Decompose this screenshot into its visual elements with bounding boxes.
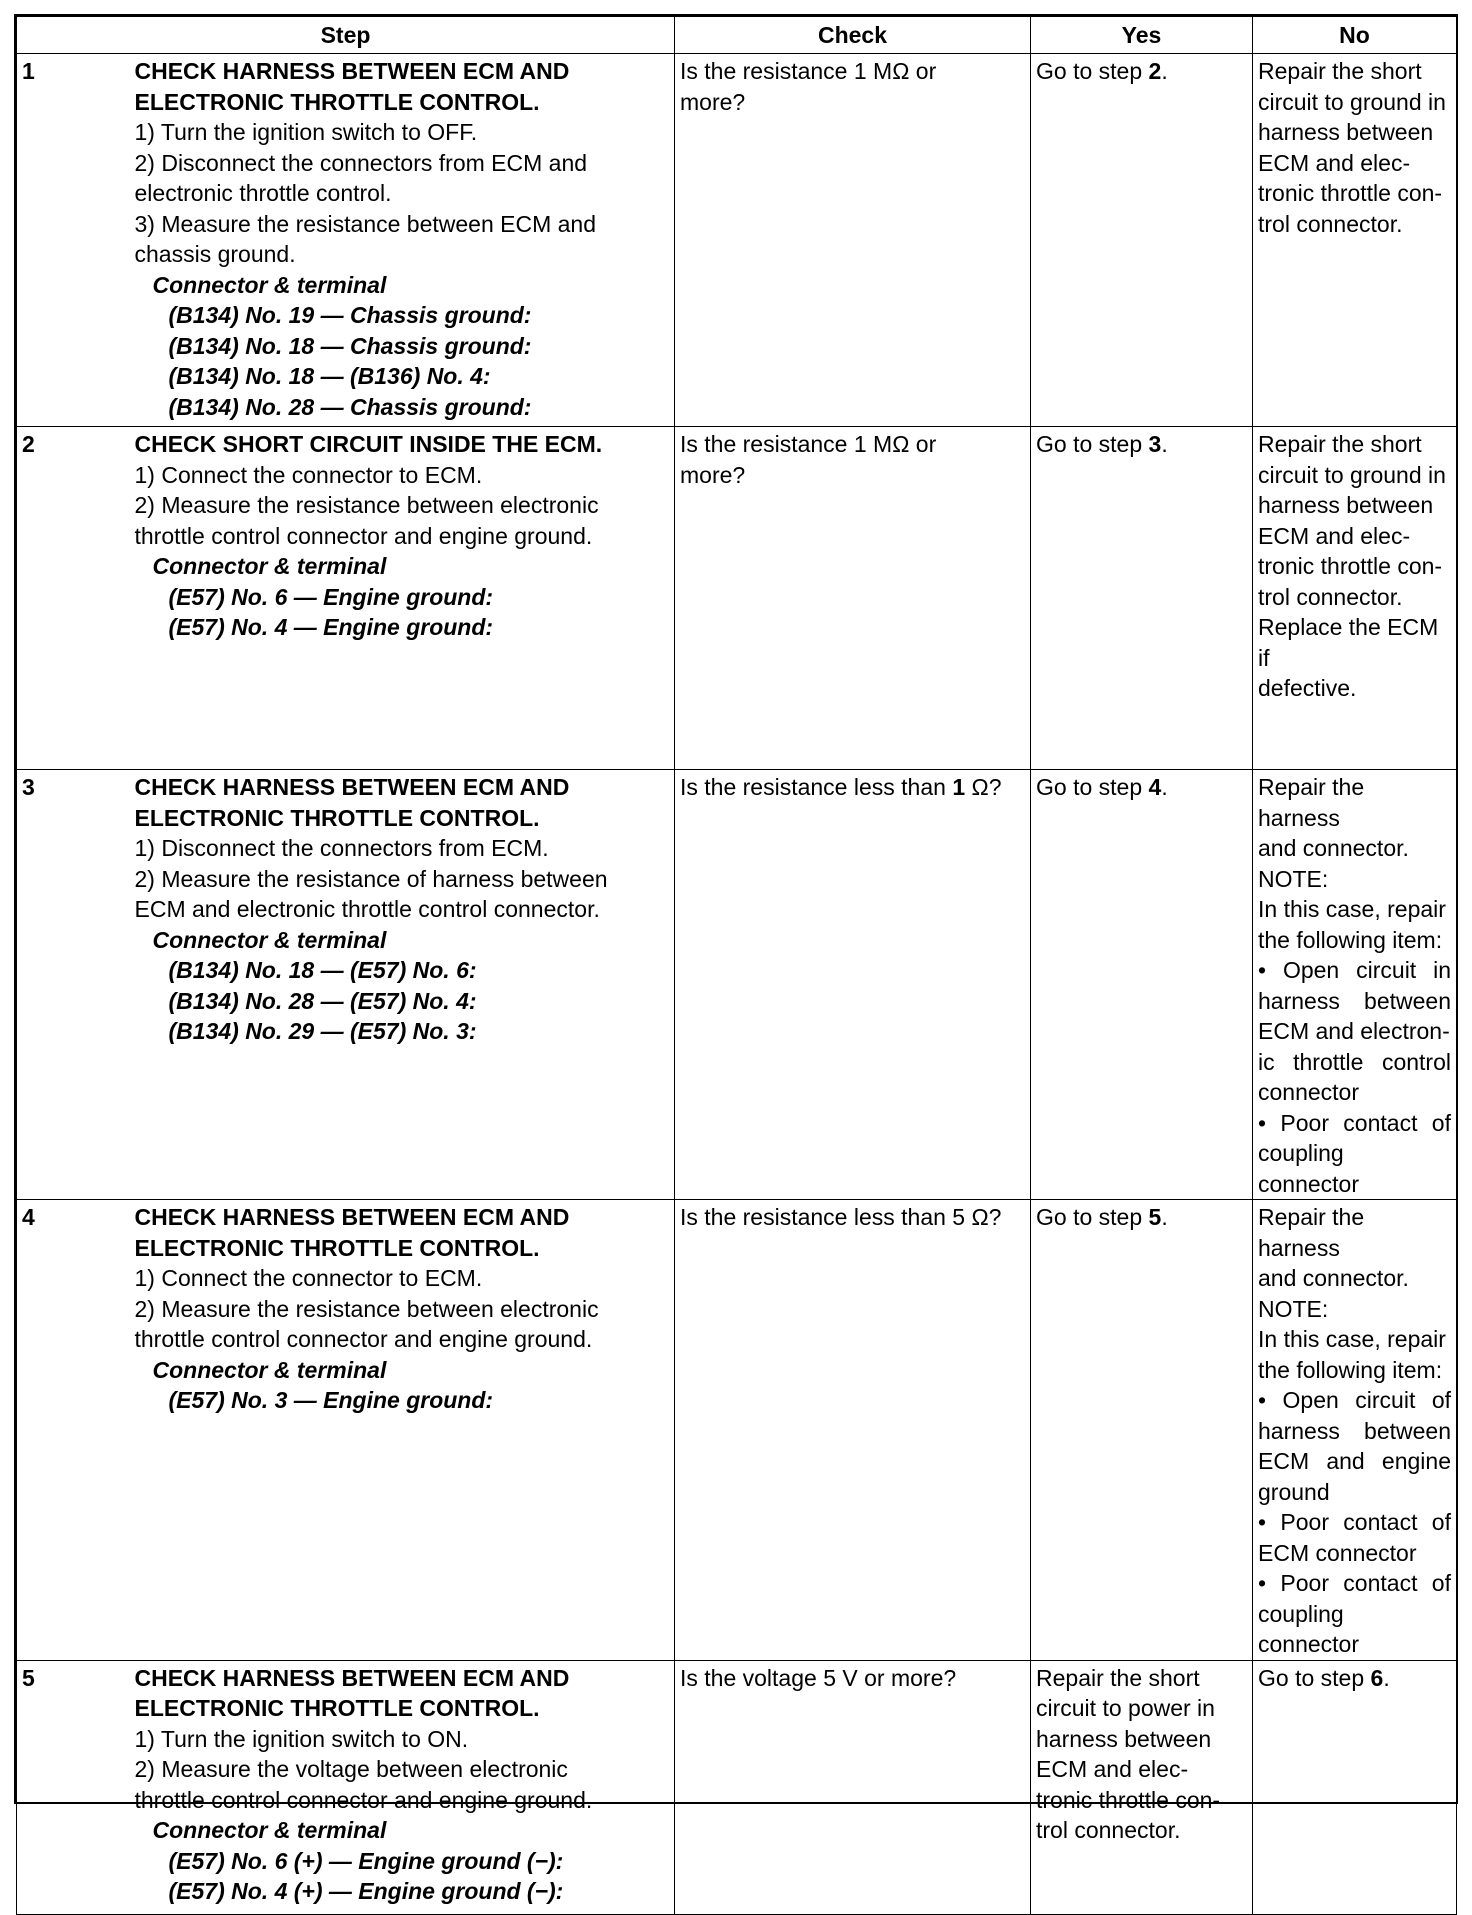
step-title: CHECK HARNESS BETWEEN ECM AND [134,58,570,84]
yes-text-end: . [1161,774,1168,800]
no-line: ECM and electron- [1258,1018,1450,1044]
check-value: 1 [952,774,966,800]
step-description [135,1200,675,1661]
yes-step-number: 4 [1148,774,1162,800]
step-line: 1) Connect the connector to ECM. [134,1265,483,1291]
table-row [17,1660,1457,1914]
no-line: Repair the harness [1258,774,1365,831]
check-cell [675,54,1031,427]
yes-line: harness between [1036,1725,1212,1752]
step-title: CHECK HARNESS BETWEEN ECM AND [134,1204,570,1230]
header-no: No [1253,17,1457,54]
step-title: ELECTRONIC THROTTLE CONTROL. [134,1695,540,1721]
step-line: 1) Disconnect the connectors from ECM. [134,835,549,861]
no-line: • Open circuit in [1258,957,1451,983]
no-line: trol connector. [1258,583,1403,610]
step-title: ELECTRONIC THROTTLE CONTROL. [134,1234,540,1261]
table-row [17,54,1457,427]
check-line: Is the resistance 1 MΩ or [680,58,937,84]
check-line: more? [680,461,746,488]
no-line: • Open circuit of [1258,1387,1451,1413]
terminal-spec: (E57) No. 6 — Engine ground: [168,583,494,610]
step-line: throttle control connector and engine ground. [134,1786,593,1813]
step-number: 2 [17,427,135,770]
yes-step-number: 3 [1148,431,1162,457]
no-line: coupling connector [1258,1140,1360,1197]
step-number: 5 [17,1660,135,1914]
connector-terminal-label: Connector & terminal [152,1356,387,1383]
step-number: 4 [17,1200,135,1661]
yes-step-number: 5 [1148,1204,1162,1230]
step-line: 2) Measure the resistance between electronic [134,492,599,518]
no-line: • Poor contact of [1258,1509,1451,1535]
step-line: ECM and electronic throttle control connector. [134,896,600,922]
no-line: the following item: [1258,1356,1443,1383]
no-line: Repair the harness [1258,1204,1365,1261]
yes-text-end: . [1161,58,1168,84]
step-line: electronic throttle control. [134,180,392,206]
no-line: harness between [1258,119,1434,145]
step-line: 1) Connect the connector to ECM. [134,461,483,488]
terminal-spec: (B134) No. 19 — Chassis ground: [168,302,532,328]
yes-line: ECM and elec- [1036,1756,1189,1782]
no-line: harness between [1258,987,1451,1014]
yes-line: circuit to power in [1036,1695,1215,1721]
yes-text: Go to step [1036,1204,1149,1230]
step-number: 1 [17,54,135,427]
check-line: Is the resistance less than 5 Ω? [680,1204,1002,1230]
no-line: ECM and engine [1258,1448,1451,1474]
no-line: coupling connector [1258,1600,1360,1657]
yes-cell [1031,54,1253,427]
check-cell [675,427,1031,770]
terminal-spec: (B134) No. 18 — (B136) No. 4: [168,363,491,389]
step-title: CHECK HARNESS BETWEEN ECM AND [134,1664,570,1691]
yes-line: Repair the short [1036,1664,1200,1691]
no-line: defective. [1258,675,1357,701]
no-text: Go to step [1258,1664,1371,1691]
no-text-end: . [1383,1664,1390,1691]
no-line: circuit to ground in [1258,88,1446,115]
connector-terminal-label: Connector & terminal [152,271,387,298]
yes-line: trol connector. [1036,1817,1181,1843]
no-line: connector [1258,1079,1360,1105]
step-line: 2) Measure the resistance between electronic [134,1295,599,1322]
note-label: NOTE: [1258,865,1329,892]
terminal-spec: (E57) No. 6 (+) — Engine ground (−): [168,1847,564,1874]
step-line: 2) Measure the resistance of harness between [134,865,608,892]
no-step-number: 6 [1370,1664,1384,1691]
yes-text: Go to step [1036,774,1149,800]
no-line: tronic throttle con- [1258,180,1443,206]
no-line: harness between [1258,1417,1451,1444]
no-cell [1253,427,1457,770]
yes-cell [1031,1660,1253,1914]
check-cell [675,770,1031,1200]
check-text-end: Ω? [965,774,1002,800]
yes-line: tronic throttle con- [1036,1786,1221,1813]
terminal-spec: (B134) No. 28 — Chassis ground: [168,393,532,420]
step-line: 2) Measure the voltage between electronic [134,1756,568,1782]
step-description [135,770,675,1200]
terminal-spec: (E57) No. 4 — Engine ground: [168,614,494,640]
yes-cell [1031,1200,1253,1661]
check-line: Is the voltage 5 V or more? [680,1664,957,1691]
yes-cell [1031,427,1253,770]
step-description [135,1660,675,1914]
connector-terminal-label: Connector & terminal [152,553,387,579]
yes-step-number: 2 [1148,58,1162,84]
header-step: Step [17,17,675,54]
step-line: 3) Measure the resistance between ECM and [134,210,597,237]
header-check: Check [675,17,1031,54]
step-title: ELECTRONIC THROTTLE CONTROL. [134,88,540,115]
no-line: In this case, repair [1258,1326,1446,1352]
step-line: chassis ground. [134,241,296,267]
no-line: and connector. [1258,1265,1409,1291]
terminal-spec: (B134) No. 18 — (E57) No. 6: [168,957,477,983]
check-text: Is the resistance less than [680,774,953,800]
step-title: CHECK SHORT CIRCUIT INSIDE THE ECM. [134,431,603,457]
terminal-spec: (B134) No. 28 — (E57) No. 4: [168,987,477,1014]
no-line: ic throttle control [1258,1048,1451,1075]
step-title: CHECK HARNESS BETWEEN ECM AND [134,774,570,800]
step-line: throttle control connector and engine ground. [134,1326,593,1352]
check-line: Is the resistance 1 MΩ or [680,431,937,457]
no-line: • Poor contact of [1258,1570,1451,1596]
step-number: 3 [17,770,135,1200]
check-line: more? [680,88,746,115]
no-line: ground [1258,1478,1330,1505]
note-label: NOTE: [1258,1295,1329,1322]
no-line: ECM and elec- [1258,522,1411,549]
step-line: 1) Turn the ignition switch to ON. [134,1725,469,1752]
no-line: Replace the ECM if [1258,614,1439,671]
yes-cell [1031,770,1253,1200]
diagnostic-procedure-table-frame [14,14,1458,1904]
no-line: harness between [1258,492,1434,518]
no-line: In this case, repair [1258,896,1446,922]
terminal-spec: (E57) No. 4 (+) — Engine ground (−): [168,1878,564,1904]
diagnostic-procedure-table [16,16,1457,1915]
connector-terminal-label: Connector & terminal [152,1817,387,1843]
no-cell [1253,1200,1457,1661]
no-cell [1253,770,1457,1200]
step-line: 1) Turn the ignition switch to OFF. [134,119,478,145]
no-line: Repair the short [1258,431,1422,457]
no-line: Repair the short [1258,58,1422,84]
header-row [17,17,1457,54]
step-line: 2) Disconnect the connectors from ECM and [134,149,588,176]
yes-text-end: . [1161,1204,1168,1230]
step-line: throttle control connector and engine ground. [134,522,593,549]
check-cell [675,1660,1031,1914]
no-line: trol connector. [1258,210,1403,237]
yes-text-end: . [1161,431,1168,457]
terminal-spec: (B134) No. 29 — (E57) No. 3: [168,1018,477,1044]
no-line: ECM and elec- [1258,149,1411,176]
no-line: tronic throttle con- [1258,553,1443,579]
no-line: and connector. [1258,835,1409,861]
step-description [135,54,675,427]
no-cell [1253,1660,1457,1914]
step-description [135,427,675,770]
no-cell [1253,54,1457,427]
step-title: ELECTRONIC THROTTLE CONTROL. [134,804,540,831]
yes-text: Go to step [1036,431,1149,457]
check-cell [675,1200,1031,1661]
table-row [17,1200,1457,1661]
no-line: ECM connector [1258,1539,1417,1566]
no-line: • Poor contact of [1258,1109,1451,1136]
table-row [17,427,1457,770]
connector-terminal-label: Connector & terminal [152,926,387,953]
table-row [17,770,1457,1200]
header-yes: Yes [1031,17,1253,54]
terminal-spec: (E57) No. 3 — Engine ground: [168,1387,494,1413]
no-line: the following item: [1258,926,1443,953]
no-line: circuit to ground in [1258,461,1446,488]
terminal-spec: (B134) No. 18 — Chassis ground: [168,332,532,359]
yes-text: Go to step [1036,58,1149,84]
